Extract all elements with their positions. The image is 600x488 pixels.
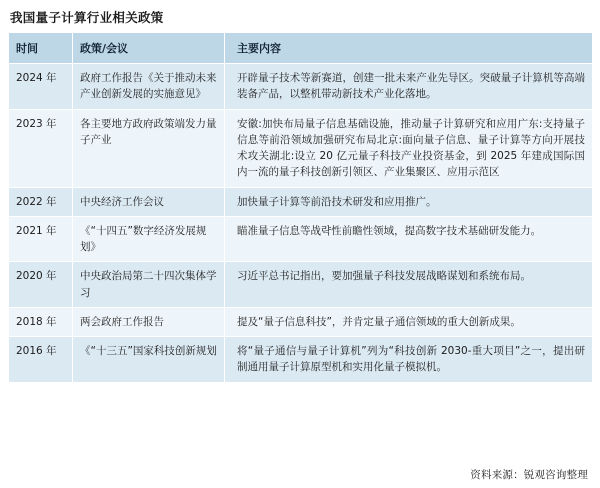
cell-content: 习近平总书记指出，要加强量子科技发展战略谋划和系统布局。 xyxy=(225,262,593,308)
cell-time: 2024 年 xyxy=(9,64,73,110)
column-header-content: 主要内容 xyxy=(225,33,593,64)
cell-policy: 中央政治局第二十四次集体学习 xyxy=(73,262,225,308)
table-row xyxy=(9,262,593,308)
cell-policy: 《“十四五”数字经济发展规划》 xyxy=(73,216,225,262)
column-header-time: 时间 xyxy=(9,33,73,64)
table-row xyxy=(9,216,593,262)
cell-time: 2020 年 xyxy=(9,262,73,308)
cell-content: 安徽:加快布局量子信息基础设施，推动量子计算研究和应用广东:支持量子信息等前沿领域加强研究布局北京:面向量子信息、量子计算等方向开展技术攻关湖北:设立 20 亿元量子科技产业投资基金，到 2025 年建成国际国内一流的量子科技创新引领区、产业集聚区、应用示范区 xyxy=(225,109,593,187)
table-row xyxy=(9,337,593,383)
cell-content: 将“量子通信与量子计算机”列为“科技创新 2030-重大项目”之一，提出研制通用量子计算原型机和实用化量子模拟机。 xyxy=(225,337,593,383)
table-row xyxy=(9,307,593,336)
page-title: 我国量子计算行业相关政策 xyxy=(10,10,164,25)
source-note: 资料来源：锐观咨询整理 xyxy=(470,469,588,481)
cell-time: 2018 年 xyxy=(9,307,73,336)
cell-policy: 政府工作报告《关于推动未来产业创新发展的实施意见》 xyxy=(73,64,225,110)
cell-time: 2023 年 xyxy=(9,109,73,187)
table-header-row xyxy=(9,33,593,64)
table-row xyxy=(9,109,593,187)
cell-policy: 两会政府工作报告 xyxy=(73,307,225,336)
policy-table xyxy=(8,32,593,383)
cell-policy: 中央经济工作会议 xyxy=(73,187,225,216)
table-body xyxy=(9,64,593,383)
column-header-policy: 政策/会议 xyxy=(73,33,225,64)
cell-time: 2022 年 xyxy=(9,187,73,216)
cell-content: 提及“量子信息科技”，并肯定量子通信领域的重大创新成果。 xyxy=(225,307,593,336)
cell-policy: 各主要地方政府政策端发力量子产业 xyxy=(73,109,225,187)
cell-time: 2016 年 xyxy=(9,337,73,383)
table-row xyxy=(9,64,593,110)
cell-content: 加快量子计算等前沿技术研发和应用推广。 xyxy=(225,187,593,216)
cell-content: 瞄准量子信息等战략性前瞻性领域，提高数字技术基础研发能力。 xyxy=(225,216,593,262)
cell-content: 开辟量子技术等新赛道，创建一批未来产业先导区。突破量子计算机等高端装备产品，以整机带动新技术产业化落地。 xyxy=(225,64,593,110)
table-row xyxy=(9,187,593,216)
cell-time: 2021 年 xyxy=(9,216,73,262)
table-header xyxy=(9,33,593,64)
cell-policy: 《“十三五”国家科技创新规划 xyxy=(73,337,225,383)
